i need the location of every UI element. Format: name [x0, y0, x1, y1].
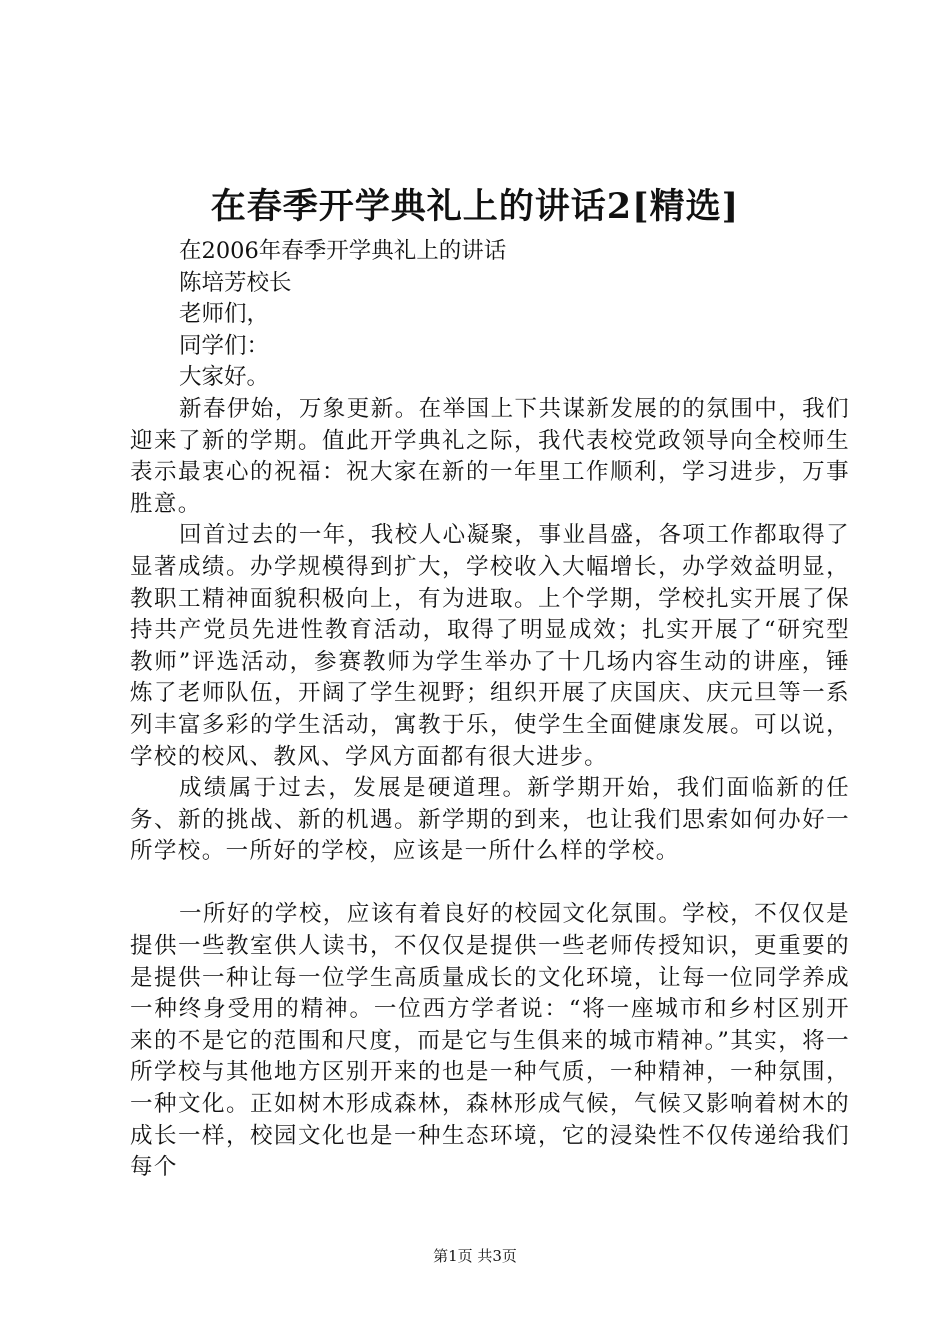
speaker-line: 陈培芳校长: [179, 269, 292, 296]
paragraph-1: 新春伊始，万象更新。在举国上下共谋新发展的的氛围中，我们迎来了新的学期。值此开学典礼之际，我代表校党政领导向全校师生表示最衷心的祝福：祝大家在新的一年里工作顺利，学习进步，万事胜意。: [130, 395, 850, 517]
greeting-students: 同学们：: [179, 332, 270, 359]
paragraph-4: 一所好的学校，应该有着良好的校园文化氛围。学校，不仅仅是提供一些教室供人读书，不仅仅是提供一些老师传授知识，更重要的是提供一种让每一位学生高质量成长的文化环境，让每一位同学养成一种终身受用的精神。一位西方学者说：“将一座城市和乡村区别开来的不是它的范围和尺度，而是它与生俱来的城市精神。”其实，将一所学校与其他地方区别开来的也是一种气质，一种精神，一种氛围，一种文化。正如树木形成森林，森林形成气候，气候又影响着树木的成长一样，校园文化也是一种生态环境，它的浸染性不仅传递给我们每个: [130, 901, 850, 1181]
document-body: [130, 236, 850, 1184]
speech-title-line: 在2006年春季开学典礼上的讲话: [179, 238, 507, 264]
paragraph-2: 回首过去的一年，我校人心凝聚，事业昌盛，各项工作都取得了显著成绩。办学规模得到扩大，学校收入大幅增长，办学效益明显，教职工精神面貌积极向上，有为进取。上个学期，学校扎实开展了保持共产党员先进性教育活动，取得了明显成效；扎实开展了“研究型教师”评选活动，参赛教师为学生举办了十几场内容生动的讲座，锤炼了老师队伍，开阔了学生视野；组织开展了庆国庆、庆元旦等一系列丰富多彩的学生活动，寓教于乐，使学生全面健康发展。可以说，学校的校风、教风、学风方面都有很大进步。: [130, 522, 850, 770]
paragraph-spacer: [130, 868, 850, 900]
document-title: 在春季开学典礼上的讲话2[精选]: [210, 186, 740, 227]
paragraph-3: 成绩属于过去，发展是硬道理。新学期开始，我们面临新的任务、新的挑战、新的机遇。新学期的到来，也让我们思索如何办好一所学校。一所好的学校，应该是一所什么样的学校。: [130, 775, 850, 865]
greeting-teachers: 老师们，: [179, 301, 270, 328]
greeting-everyone: 大家好。: [179, 364, 270, 391]
page-footer: 第1页 共3页: [433, 1247, 517, 1265]
